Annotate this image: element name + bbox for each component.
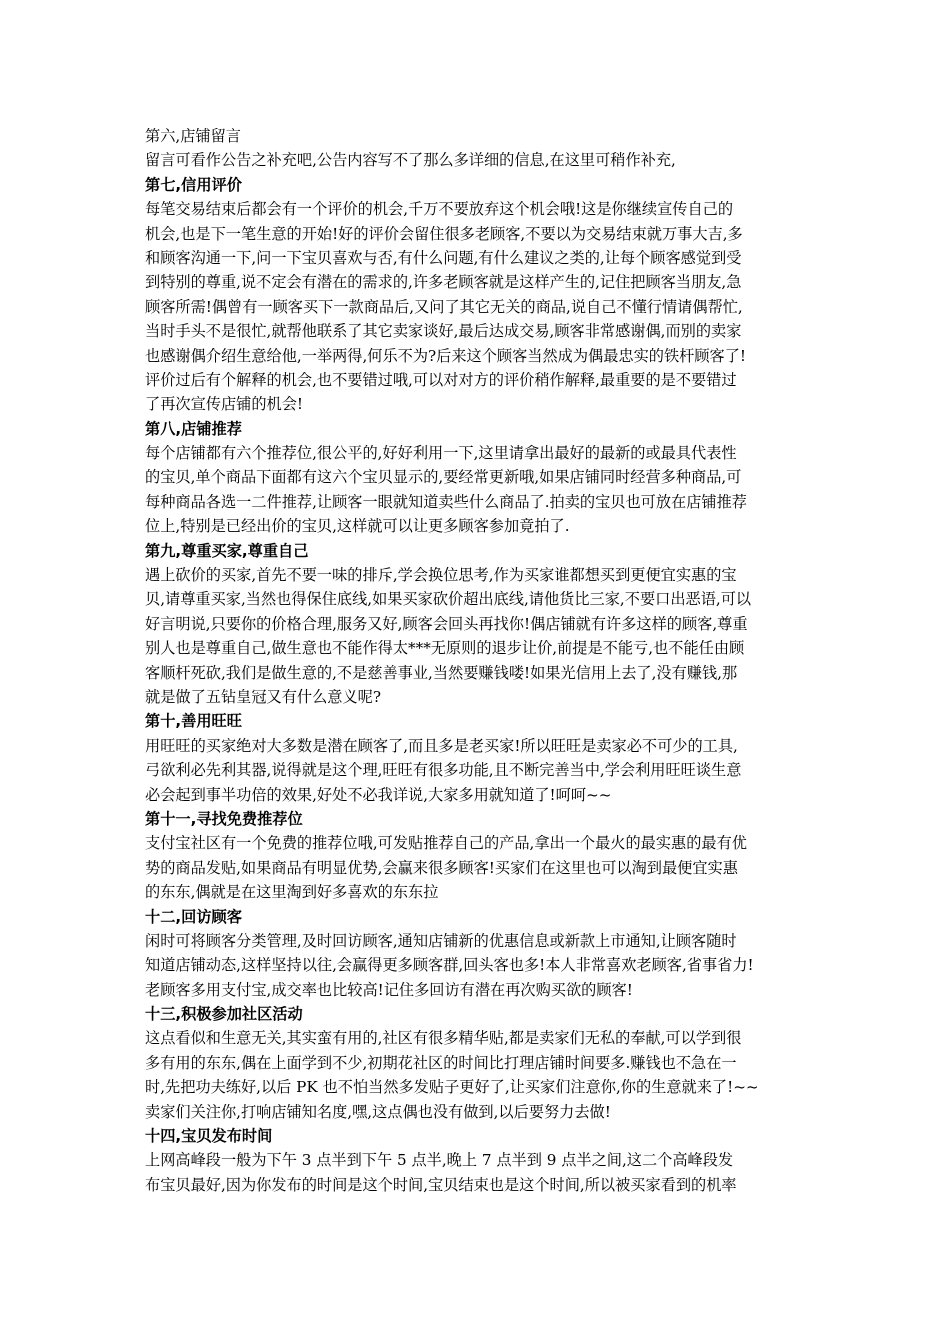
paragraph-line: 位上,特别是已经出价的宝贝,这样就可以让更多顾客参加竟拍了. (145, 517, 570, 536)
section-heading: 第十一,寻找免费推荐位 (145, 809, 303, 828)
section-heading: 第十,善用旺旺 (145, 712, 242, 731)
document-body (145, 124, 810, 1197)
paragraph-line: 的宝贝,单个商品下面都有这六个宝贝显示的,要经常更新哦,如果店铺同时经营多种商品,可 (145, 468, 742, 487)
paragraph-line: 每个店铺都有六个推荐位,很公平的,好好利用一下,这里请拿出最好的最新的或最具代表性 (145, 444, 737, 463)
paragraph-line: 知道店铺动态,这样坚持以往,会赢得更多顾客群,回头客也多!本人非常喜欢老顾客,省事省力! (145, 956, 754, 975)
paragraph-line: 的东东,偶就是在这里淘到好多喜欢的东东拉 (145, 883, 439, 902)
paragraph-line: 支付宝社区有一个免费的推荐位哦,可发贴推荐自己的产品,拿出一个最火的最实惠的最有优 (145, 834, 747, 853)
paragraph-line: 这点看似和生意无关,其实蛮有用的,社区有很多精华贴,都是卖家们无私的奉献,可以学到很 (145, 1029, 742, 1048)
paragraph-line: 就是做了五钻皇冠又有什么意义呢? (145, 687, 381, 706)
paragraph-line: 当时手头不是很忙,就帮他联系了其它卖家谈好,最后达成交易,顾客非常感谢偶,而别的卖家 (145, 322, 742, 341)
paragraph-line: 留言可看作公告之补充吧,公告内容写不了那么多详细的信息,在这里可稍作补充, (145, 151, 676, 170)
paragraph-line: 老顾客多用支付宝,成交率也比较高!记住多回访有潜在再次购买欲的顾客! (145, 980, 633, 999)
paragraph-line: 用旺旺的买家绝对大多数是潜在顾客了,而且多是老买家!所以旺旺是卖家必不可少的工具, (145, 736, 738, 755)
section-heading: 第九,尊重买家,尊重自己 (145, 541, 309, 560)
section-heading: 十二,回访顾客 (145, 907, 242, 926)
paragraph-line: 到特别的尊重,说不定会有潜在的需求的,许多老顾客就是这样产生的,记住把顾客当朋友,急 (145, 273, 742, 292)
paragraph-line: 和顾客沟通一下,问一下宝贝喜欢与否,有什么问题,有什么建议之类的,让每个顾客感觉到受 (145, 248, 742, 267)
paragraph-line: 必会起到事半功倍的效果,好处不必我详说,大家多用就知道了!呵呵~~ (145, 785, 612, 804)
paragraph-line: 时,先把功夫练好,以后 PK 也不怕当然多发贴子更好了,让买家们注意你,你的生意就来了!~~ (145, 1078, 759, 1097)
paragraph-line: 贝,请尊重买家,当然也得保住底线,如果买家砍价超出底线,请他货比三家,不要口出恶语,可以 (145, 590, 752, 609)
paragraph-line: 了再次宣传店铺的机会! (145, 395, 303, 414)
paragraph-line: 第六,店铺留言 (145, 127, 241, 145)
paragraph-line: 遇上砍价的买家,首先不要一味的排斥,学会换位思考,作为买家谁都想买到更便宜实惠的宝 (145, 566, 737, 585)
paragraph-line: 评价过后有个解释的机会,也不要错过哦,可以对对方的评价稍作解释,最重要的是不要错过 (145, 370, 737, 389)
section-heading: 十四,宝贝发布时间 (145, 1127, 273, 1146)
paragraph-line: 机会,也是下一笔生意的开始!好的评价会留住很多老顾客,不要以为交易结束就万事大吉,多 (145, 224, 743, 243)
paragraph-line: 好言明说,只要你的价格合理,服务又好,顾客会回头再找你!偶店铺就有许多这样的顾客,尊重 (145, 614, 748, 633)
paragraph-line: 布宝贝最好,因为你发布的时间是这个时间,宝贝结束也是这个时间,所以被买家看到的机率 (145, 1175, 737, 1194)
paragraph-line: 别人也是尊重自己,做生意也不能作得太***无原则的退步让价,前提是不能亏,也不能任由顾 (145, 639, 745, 658)
paragraph-line: 也感谢偶介绍生意给他,一举两得,何乐不为?后来这个顾客当然成为偶最忠实的铁杆顾客了! (145, 346, 747, 365)
paragraph-line: 闲时可将顾客分类管理,及时回访顾客,通知店铺新的优惠信息或新款上市通知,让顾客随时 (145, 931, 737, 950)
paragraph-line: 势的商品发贴,如果商品有明显优势,会赢来很多顾客!买家们在这里也可以淘到最便宜实惠 (145, 858, 738, 877)
section-heading: 第八,店铺推荐 (145, 419, 242, 438)
paragraph-line: 每笔交易结束后都会有一个评价的机会,千万不要放弃这个机会哦!这是你继续宣传自己的 (145, 200, 734, 219)
paragraph-line: 每种商品各选一二件推荐,让顾客一眼就知道卖些什么商品了.拍卖的宝贝也可放在店铺推荐 (145, 492, 747, 511)
paragraph-line: 顾客所需!偶曾有一顾客买下一款商品后,又问了其它无关的商品,说自己不懂行情请偶帮忙, (145, 297, 743, 316)
paragraph-line: 卖家们关注你,打响店铺知名度,嘿,这点偶也没有做到,以后要努力去做! (145, 1102, 611, 1121)
section-heading: 十三,积极参加社区活动 (145, 1005, 303, 1024)
paragraph-line: 上网高峰段一般为下午 3 点半到下午 5 点半,晚上 7 点半到 9 点半之间,这二个高峰段发 (145, 1151, 734, 1170)
paragraph-line: 弓欲利必先利其器,说得就是这个理,旺旺有很多功能,且不断完善当中,学会利用旺旺谈生意 (145, 761, 742, 780)
paragraph-line: 客顺杆死砍,我们是做生意的,不是慈善事业,当然要赚钱喽!如果光信用上去了,没有赚钱,那 (145, 663, 738, 682)
section-heading: 第七,信用评价 (145, 175, 242, 194)
paragraph-line: 多有用的东东,偶在上面学到不少,初期花社区的时间比打理店铺时间要多.赚钱也不急在一 (145, 1053, 737, 1072)
